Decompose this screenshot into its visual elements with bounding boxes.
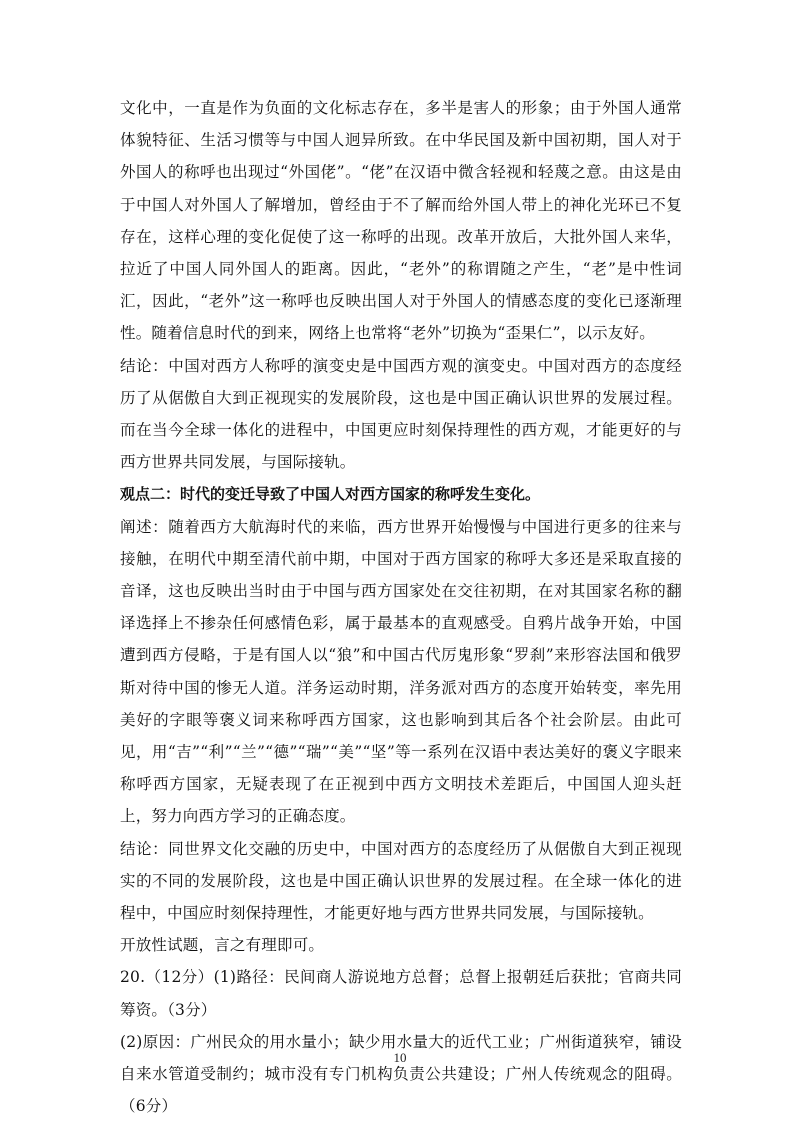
paragraph-open-question-note: 开放性试题，言之有理即可。 (120, 936, 325, 955)
paragraph-conclusion-one: 结论：中国对西方人称呼的演变史是中国西方观的演变史。中国对西方的态度经历了从倨傲自大到正视现实的发展阶段，这也是中国正确认识世界的发展过程。而在当今全球一体化的进程中，中国更应时刻保持理性的西方观，才能更好的与西方世界共同发展，与国际接轨。 (120, 356, 682, 472)
section-heading-viewpoint-two: 观点二：时代的变迁导致了中国人对西方国家的称呼发生变化。 (120, 485, 541, 504)
paragraph-question-20-part-1: 20.（12分）(1)路径：民间商人游说地方总督；总督上报朝廷后获批；官商共同筹资。（3分） (120, 968, 682, 1019)
paragraph-elaboration: 阐述：随着西方大航海时代的来临，西方世界开始慢慢与中国进行更多的往来与接触，在明代中期至清代前中期，中国对于西方国家的称呼大多还是采取直接的音译，这也反映出当时由于中国与西方国家处在交往初期，在对其国家名称的翻译选择上不掺杂任何感情色彩，属于最基本的直观感受。自鸦片战争开始，中国遭到西方侵略，于是有国人以“狼”和中国古代厉鬼形象“罗刹”来形容法国和俄罗斯对待中国的惨无人道。洋务运动时期，洋务派对西方的态度开始转变，率先用美好的字眼等褒义词来称呼西方国家，这也影响到其后各个社会阶层。由此可见，用“吉”“利”“兰”“德”“瑞”“美”“坚”等一系列在汉语中表达美好的褒义字眼来称呼西方国家，无疑表现了在正视到中西方文明技术差距后，中国国人迎头赶上，努力向西方学习的正确态度。 (120, 517, 682, 826)
paragraph-question-20-part-2: (2)原因：广州民众的用水量小；缺少用水量大的近代工业；广州街道狭窄，铺设自来水管道受制约；城市没有专门机构负责公共建设；广州人传统观念的阻碍。（6分） (120, 1032, 682, 1116)
paragraph-conclusion-two: 结论：同世界文化交融的历史中，中国对西方的态度经历了从倨傲自大到正视现实的不同的发展阶段，这也是中国正确认识世界的发展过程。在全球一体化的进程中，中国应时刻保持理性，才能更好地与西方世界共同发展，与国际接轨。 (120, 839, 682, 923)
page-number: 10 (393, 1050, 407, 1065)
document-body (120, 92, 682, 1123)
paragraph-foreigner-names: 文化中，一直是作为负面的文化标志存在，多半是害人的形象；由于外国人通常体貌特征、生活习惯等与中国人迥异所致。在中华民国及新中国初期，国人对于外国人的称呼也出现过“外国佬”。“佬”在汉语中微含轻视和轻蔑之意。由这是由于中国人对外国人了解增加，曾经由于不了解而给外国人带上的神化光环已不复存在，这样心理的变化促使了这一称呼的出现。改革开放后，大批外国人来华，拉近了中国人同外国人的距离。因此，“老外”的称谓随之产生，“老”是中性词汇，因此，“老外”这一称呼也反映出国人对于外国人的情感态度的变化已逐渐理性。随着信息时代的到来，网络上也常将“老外”切换为“歪果仁”，以示友好。 (120, 99, 682, 343)
